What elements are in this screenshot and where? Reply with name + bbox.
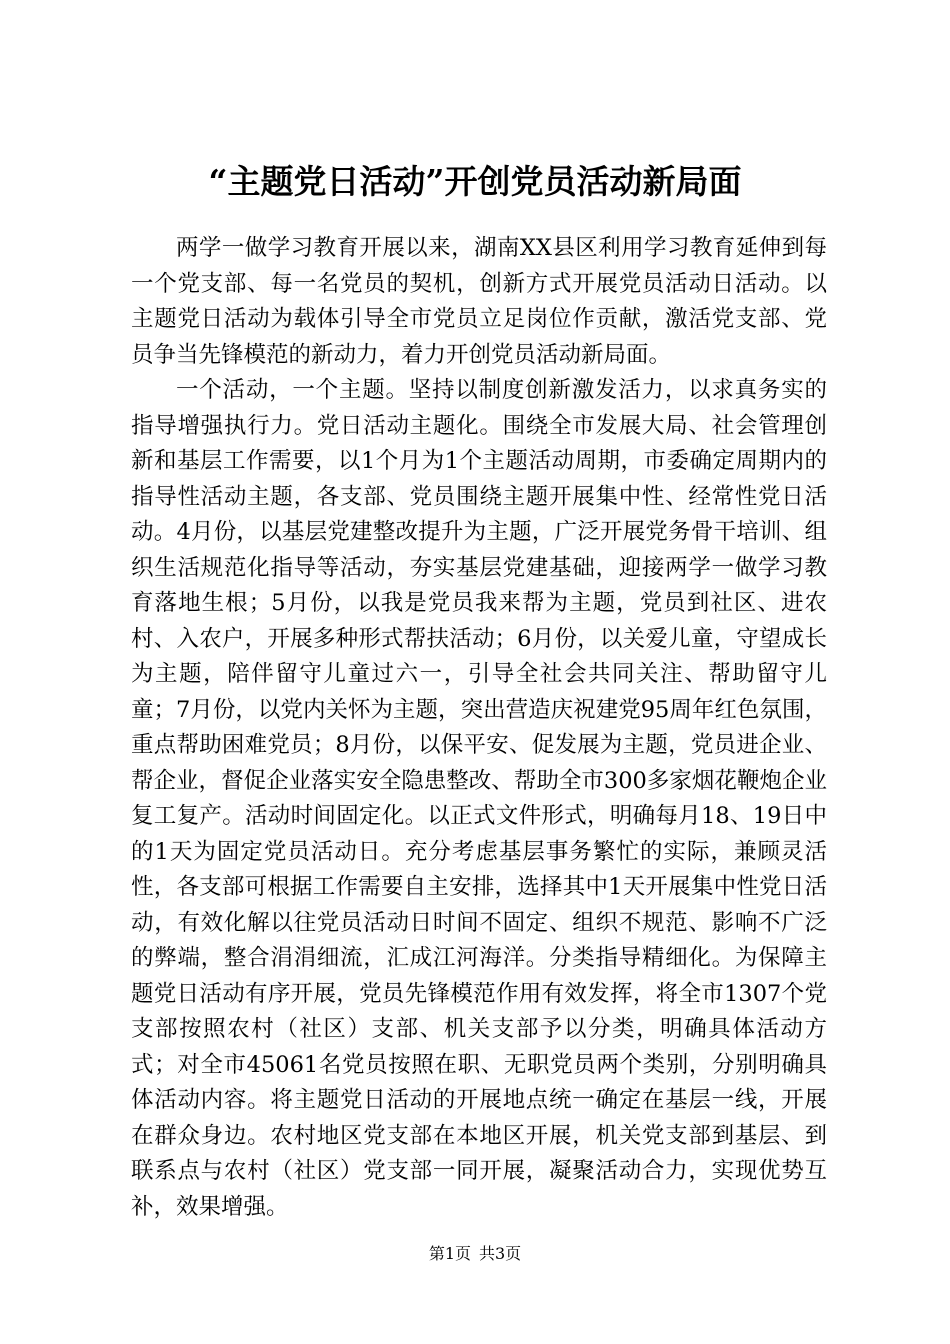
page-footer — [0, 1243, 950, 1265]
document-body — [131, 231, 827, 1225]
paragraph-intro: 两学一做学习教育开展以来，湖南XX县区利用学习教育延伸到每一个党支部、每一名党员的契机，创新方式开展党员活动日活动。以主题党日活动为载体引导全市党员立足岗位作贡献，激活党支部、党员争当先锋模范的新动力，着力开创党员活动新局面。 — [131, 235, 827, 368]
paragraph-main: 一个活动，一个主题。坚持以制度创新激发活力，以求真务实的指导增强执行力。党日活动主题化。围绕全市发展大局、社会管理创新和基层工作需要，以1个月为1个主题活动周期，市委确定周期内的指导性活动主题，各支部、党员围绕主题开展集中性、经常性党日活动。4月份，以基层党建整改提升为主题，广泛开展党务骨干培训、组织生活规范化指导等活动，夯实基层党建基础，迎接两学一做学习教育落地生根；5月份，以我是党员我来帮为主题，党员到社区、进农村、入农户，开展多种形式帮扶活动；6月份，以关爱儿童，守望成长为主题，陪伴留守儿童过六一，引导全社会共同关注、帮助留守儿童；7月份，以党内关怀为主题，突出营造庆祝建党95周年红色氛围，重点帮助困难党员；8月份，以保平安、促发展为主题，党员进企业、帮企业，督促企业落实安全隐患整改、帮助全市300多家烟花鞭炮企业复工复产。活动时间固定化。以正式文件形式，明确每月18、19日中的1天为固定党员活动日。充分考虑基层事务繁忙的实际，兼顾灵活性，各支部可根据工作需要自主安排，选择其中1天开展集中性党日活动，有效化解以往党员活动日时间不固定、组织不规范、影响不广泛的弊端，整合涓涓细流，汇成江河海洋。分类指导精细化。为保障主题党日活动有序开展，党员先锋模范作用有效发挥，将全市1307个党支部按照农村（社区）支部、机关支部予以分类，明确具体活动方式；对全市45061名党员按照在职、无职党员两个类别，分别明确具体活动内容。将主题党日活动的开展地点统一确定在基层一线，开展在群众身边。农村地区党支部在本地区开展，机关党支部到基层、到联系点与农村（社区）党支部一同开展，凝聚活动合力，实现优势互补，效果增强。 — [131, 377, 827, 1220]
page-total: 共3页 — [479, 1244, 522, 1263]
page-number: 第1页 — [428, 1244, 471, 1263]
document-title: “主题党日活动”开创党员活动新局面 — [208, 162, 742, 201]
